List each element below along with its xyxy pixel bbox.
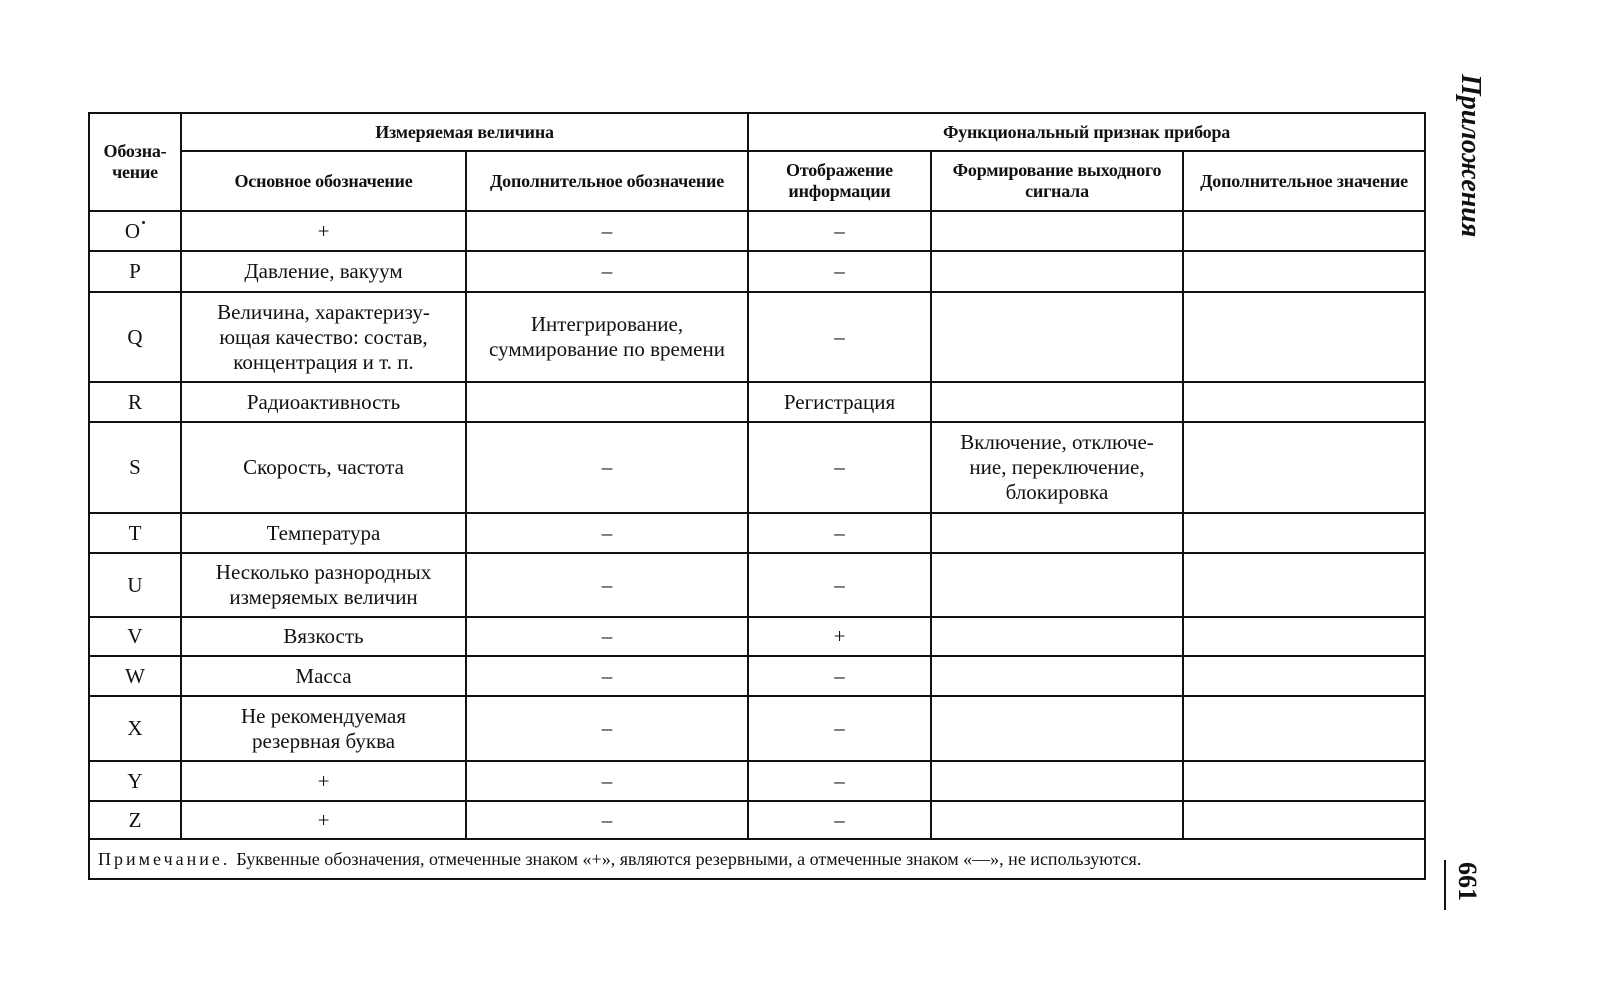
cell-additional-value bbox=[1183, 513, 1425, 553]
cell-output bbox=[931, 617, 1183, 656]
cell-main: + bbox=[181, 211, 466, 251]
cell-display: – bbox=[748, 696, 931, 761]
cell-letter: S bbox=[89, 422, 181, 513]
cell-letter: W bbox=[89, 656, 181, 696]
note-text: Буквенные обозначения, отмеченные знаком «+», являются резервными, а отмеченные знаком «—», не используются. bbox=[236, 848, 1142, 869]
cell-additional-value bbox=[1183, 553, 1425, 617]
header-designation: Обозна- чение bbox=[89, 113, 181, 211]
header-output: Формирование выходного сигнала bbox=[931, 151, 1183, 211]
cell-display: – bbox=[748, 801, 931, 839]
cell-additional-value bbox=[1183, 617, 1425, 656]
cell-output: Включение, отключе- ние, переключение, блокировка bbox=[931, 422, 1183, 513]
cell-additional-value bbox=[1183, 656, 1425, 696]
cell-additional-value bbox=[1183, 422, 1425, 513]
header-row-columns bbox=[89, 151, 1425, 211]
header-main: Основное обозначение bbox=[181, 151, 466, 211]
cell-letter bbox=[89, 211, 181, 251]
table-row bbox=[89, 696, 1425, 761]
table-row bbox=[89, 801, 1425, 839]
cell-additional: – bbox=[466, 656, 748, 696]
cell-letter: Z bbox=[89, 801, 181, 839]
cell-additional: Интегрирование, суммирование по времени bbox=[466, 292, 748, 382]
cell-main: Масса bbox=[181, 656, 466, 696]
cell-additional: – bbox=[466, 211, 748, 251]
cell-additional-value bbox=[1183, 801, 1425, 839]
table-row bbox=[89, 422, 1425, 513]
header-additional: Дополнительное обозначение bbox=[466, 151, 748, 211]
cell-additional-value bbox=[1183, 292, 1425, 382]
cell-main: Температура bbox=[181, 513, 466, 553]
cell-additional-value bbox=[1183, 761, 1425, 801]
page-number-rule bbox=[1444, 860, 1446, 910]
cell-additional: – bbox=[466, 513, 748, 553]
cell-additional: – bbox=[466, 801, 748, 839]
cell-output bbox=[931, 761, 1183, 801]
header-function-group: Функциональный признак прибора bbox=[748, 113, 1425, 151]
cell-output bbox=[931, 382, 1183, 422]
cell-additional: – bbox=[466, 422, 748, 513]
cell-display: – bbox=[748, 211, 931, 251]
cell-display: – bbox=[748, 761, 931, 801]
table-row bbox=[89, 617, 1425, 656]
cell-output bbox=[931, 696, 1183, 761]
cell-letter: Q bbox=[89, 292, 181, 382]
cell-output bbox=[931, 553, 1183, 617]
cell-letter-text: O bbox=[124, 218, 141, 243]
cell-main: + bbox=[181, 761, 466, 801]
table-row bbox=[89, 382, 1425, 422]
cell-display: – bbox=[748, 422, 931, 513]
cell-additional-value bbox=[1183, 696, 1425, 761]
cell-output bbox=[931, 251, 1183, 292]
designation-table bbox=[88, 112, 1426, 880]
cell-additional: – bbox=[466, 696, 748, 761]
page-number: 661 bbox=[1453, 862, 1482, 901]
cell-main: Давление, вакуум bbox=[181, 251, 466, 292]
cell-display: – bbox=[748, 251, 931, 292]
cell-main: + bbox=[181, 801, 466, 839]
cell-main: Вязкость bbox=[181, 617, 466, 656]
cell-output bbox=[931, 292, 1183, 382]
cell-additional-value bbox=[1183, 211, 1425, 251]
table-note bbox=[89, 839, 1425, 879]
cell-additional bbox=[466, 382, 748, 422]
cell-additional-value bbox=[1183, 382, 1425, 422]
cell-main: Несколько разнородных измеряемых величин bbox=[181, 553, 466, 617]
cell-additional: – bbox=[466, 761, 748, 801]
cell-output bbox=[931, 801, 1183, 839]
table-row bbox=[89, 513, 1425, 553]
cell-display: – bbox=[748, 553, 931, 617]
cell-display: – bbox=[748, 292, 931, 382]
table-row bbox=[89, 251, 1425, 292]
cell-letter: P bbox=[89, 251, 181, 292]
cell-output bbox=[931, 656, 1183, 696]
header-row-group bbox=[89, 113, 1425, 151]
table-row bbox=[89, 761, 1425, 801]
cell-additional: – bbox=[466, 251, 748, 292]
table-row bbox=[89, 211, 1425, 251]
header-measured-group: Измеряемая величина bbox=[181, 113, 748, 151]
table-row bbox=[89, 656, 1425, 696]
scan-speck bbox=[142, 221, 145, 224]
cell-main: Не рекомендуемая резервная буква bbox=[181, 696, 466, 761]
note-label: Примечание. bbox=[98, 848, 231, 869]
cell-display: Регистрация bbox=[748, 382, 931, 422]
cell-letter: R bbox=[89, 382, 181, 422]
cell-additional-value bbox=[1183, 251, 1425, 292]
cell-display: + bbox=[748, 617, 931, 656]
cell-main: Радиоактивность bbox=[181, 382, 466, 422]
header-additional-value: Дополнительное значение bbox=[1183, 151, 1425, 211]
cell-letter: T bbox=[89, 513, 181, 553]
cell-output bbox=[931, 211, 1183, 251]
cell-letter: Y bbox=[89, 761, 181, 801]
cell-output bbox=[931, 513, 1183, 553]
table-row bbox=[89, 553, 1425, 617]
running-head: Приложения bbox=[1455, 74, 1486, 238]
cell-additional: – bbox=[466, 553, 748, 617]
cell-letter: U bbox=[89, 553, 181, 617]
cell-display: – bbox=[748, 656, 931, 696]
cell-main: Величина, характеризу- ющая качество: состав, концентрация и т. п. bbox=[181, 292, 466, 382]
cell-letter: V bbox=[89, 617, 181, 656]
note-row bbox=[89, 839, 1425, 879]
cell-main: Скорость, частота bbox=[181, 422, 466, 513]
cell-letter: X bbox=[89, 696, 181, 761]
cell-additional: – bbox=[466, 617, 748, 656]
header-display: Отображение информации bbox=[748, 151, 931, 211]
cell-display: – bbox=[748, 513, 931, 553]
table-row bbox=[89, 292, 1425, 382]
